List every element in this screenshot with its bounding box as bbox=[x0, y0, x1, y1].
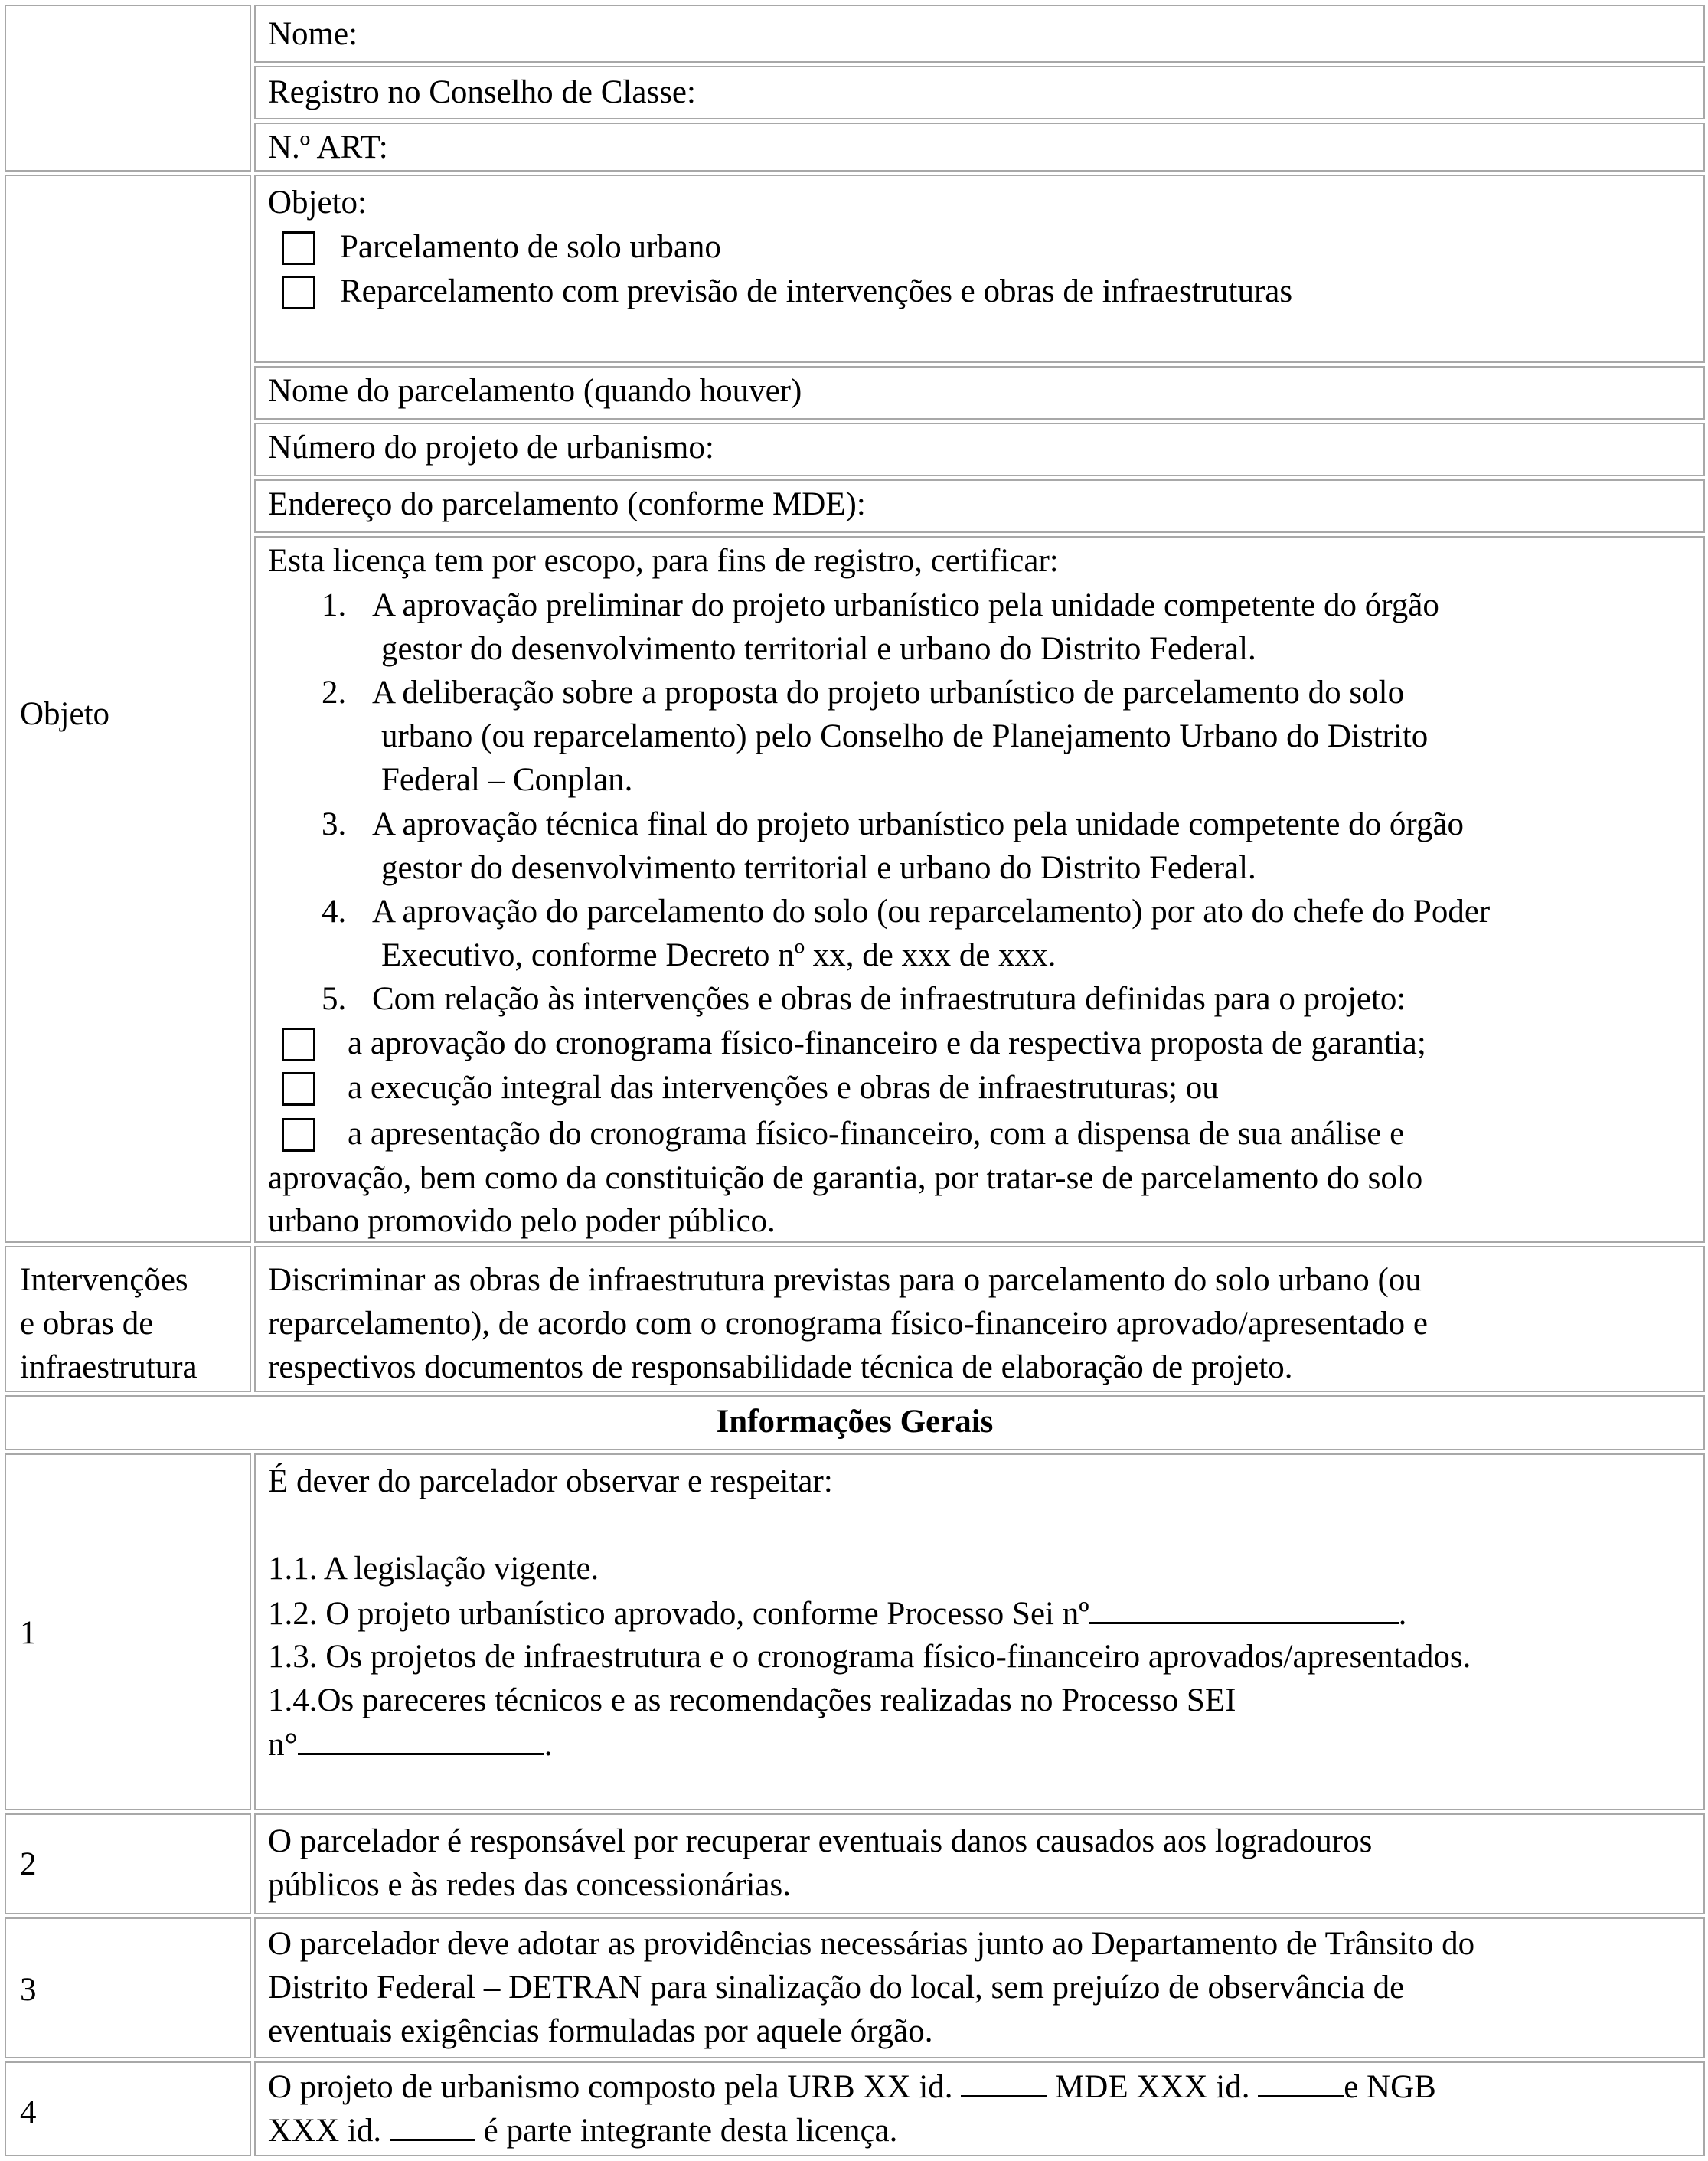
row-3-number-cell bbox=[5, 1917, 251, 2058]
check-1-label: a aprovação do cronograma físico-financeiro e da respectiva proposta de garantia; bbox=[348, 1025, 1426, 1061]
row-4-ngb-id-text: XXX id. bbox=[268, 2113, 382, 2149]
reparcelamento-checkbox[interactable] bbox=[282, 276, 315, 309]
objeto-left-cell bbox=[5, 175, 251, 1243]
item-2-number: 2. bbox=[322, 675, 347, 711]
item-3-number: 3. bbox=[322, 806, 347, 842]
row-1-item-5-text: n° bbox=[268, 1727, 298, 1763]
numero-projeto-label: Número do projeto de urbanismo: bbox=[268, 430, 714, 466]
row-1-item-2-line bbox=[268, 1591, 1406, 1636]
check-3-cont-2: urbano promovido pelo poder público. bbox=[268, 1203, 776, 1239]
reparcelamento-option-label: Reparcelamento com previsão de intervenções e obras de infraestruturas bbox=[340, 273, 1293, 309]
item-5-number: 5. bbox=[322, 981, 347, 1017]
item-3-line-2: gestor do desenvolvimento territorial e urbano do Distrito Federal. bbox=[381, 850, 1256, 886]
row-1-item-2-text: 1.2. O projeto urbanístico aprovado, conforme Processo Sei nº bbox=[268, 1596, 1089, 1632]
row-1-item-4: 1.4.Os pareceres técnicos e as recomendações realizadas no Processo SEI bbox=[268, 1682, 1236, 1718]
item-5-line-1: Com relação às intervenções e obras de infraestrutura definidas para o projeto: bbox=[372, 981, 1406, 1017]
item-1-line-1: A aprovação preliminar do projeto urbanístico pela unidade competente do órgão bbox=[372, 587, 1439, 623]
info-gerais-header-cell bbox=[5, 1395, 1705, 1450]
intervencoes-line-2: reparcelamento), de acordo com o cronograma físico-financeiro aprovado/apresentado e bbox=[268, 1306, 1429, 1342]
item-4-line-1: A aprovação do parcelamento do solo (ou reparcelamento) por ato do chefe do Poder bbox=[372, 894, 1491, 930]
row-4-mde-text: MDE XXX id. bbox=[1055, 2069, 1250, 2105]
intervencoes-cell bbox=[254, 1246, 1705, 1392]
row-4-line-2 bbox=[268, 2108, 897, 2153]
row-3-line-3: eventuais exigências formuladas por aquele órgão. bbox=[268, 2013, 933, 2049]
art-cell bbox=[254, 123, 1705, 172]
item-4-number: 4. bbox=[322, 894, 347, 930]
mde-id-blank[interactable] bbox=[1258, 2065, 1344, 2097]
registro-label: Registro no Conselho de Classe: bbox=[268, 74, 696, 110]
row-4-number: 4 bbox=[20, 2094, 37, 2130]
ngb-id-blank[interactable] bbox=[390, 2108, 475, 2141]
registro-cell bbox=[254, 66, 1705, 119]
row-1-number: 1 bbox=[20, 1615, 37, 1651]
item-2-line-1: A deliberação sobre a proposta do projeto urbanístico de parcelamento do solo bbox=[372, 675, 1405, 711]
objeto-type-cell bbox=[254, 175, 1705, 363]
row-1-item-3: 1.3. Os projetos de infraestrutura e o cronograma físico-financeiro aprovados/apresentados. bbox=[268, 1639, 1471, 1675]
row-3-number: 3 bbox=[20, 1972, 37, 2008]
row-1-content-cell bbox=[254, 1453, 1705, 1810]
row-4-urb-text: O projeto de urbanismo composto pela URB XX id. bbox=[268, 2069, 953, 2105]
intervencoes-left-line-2: e obras de bbox=[20, 1306, 154, 1342]
parcelamento-option-label: Parcelamento de solo urbano bbox=[340, 229, 721, 265]
row-1-item-1: 1.1. A legislação vigente. bbox=[268, 1551, 599, 1587]
processo-sei-2-blank[interactable] bbox=[298, 1722, 544, 1755]
row-2-content-cell bbox=[254, 1813, 1705, 1914]
endereco-cell bbox=[254, 479, 1705, 533]
item-2-line-2: urbano (ou reparcelamento) pelo Conselho de Planejamento Urbano do Distrito bbox=[381, 718, 1429, 754]
row-4-number-cell bbox=[5, 2061, 251, 2156]
row-1-item-5-line bbox=[268, 1722, 552, 1767]
row-4-content-cell bbox=[254, 2061, 1705, 2156]
row-1-item-2-end: . bbox=[1398, 1596, 1407, 1632]
row-2-line-2: públicos e às redes das concessionárias. bbox=[268, 1867, 792, 1903]
objeto-type-label: Objeto: bbox=[268, 185, 367, 221]
escopo-cell bbox=[254, 536, 1705, 1243]
row-3-content-cell bbox=[254, 1917, 1705, 2058]
check-2-label: a execução integral das intervenções e obras de infraestruturas; ou bbox=[348, 1070, 1219, 1106]
nome-parcelamento-cell bbox=[254, 366, 1705, 420]
execucao-integral-checkbox[interactable] bbox=[282, 1072, 315, 1106]
cronograma-apresentacao-checkbox[interactable] bbox=[282, 1118, 315, 1152]
escopo-intro: Esta licença tem por escopo, para fins de registro, certificar: bbox=[268, 543, 1059, 579]
top-left-empty-cell bbox=[5, 5, 251, 172]
row-1-number-cell bbox=[5, 1453, 251, 1810]
row-2-number: 2 bbox=[20, 1846, 37, 1882]
processo-sei-blank[interactable] bbox=[1089, 1591, 1399, 1624]
art-label: N.º ART: bbox=[268, 129, 388, 165]
objeto-left-label: Objeto bbox=[20, 696, 110, 732]
info-gerais-title: Informações Gerais bbox=[716, 1404, 994, 1440]
intervencoes-line-1: Discriminar as obras de infraestrutura previstas para o parcelamento do solo urbano (ou bbox=[268, 1262, 1422, 1298]
row-2-number-cell bbox=[5, 1813, 251, 1914]
item-1-number: 1. bbox=[322, 587, 347, 623]
row-4-ngb-text: e NGB bbox=[1344, 2069, 1436, 2105]
item-4-line-2: Executivo, conforme Decreto nº xx, de xxx de xxx. bbox=[381, 937, 1056, 973]
cronograma-aprovacao-checkbox[interactable] bbox=[282, 1028, 315, 1061]
intervencoes-line-3: respectivos documentos de responsabilidade técnica de elaboração de projeto. bbox=[268, 1349, 1293, 1385]
intervencoes-left-line-3: infraestrutura bbox=[20, 1349, 198, 1385]
intervencoes-left-line-1: Intervenções bbox=[20, 1262, 188, 1298]
nome-label: Nome: bbox=[268, 16, 358, 52]
row-3-line-1: O parcelador deve adotar as providências necessárias junto ao Departamento de Trânsito do bbox=[268, 1926, 1475, 1962]
numero-projeto-cell bbox=[254, 423, 1705, 476]
urb-id-blank[interactable] bbox=[961, 2065, 1047, 2097]
item-2-line-3: Federal – Conplan. bbox=[381, 762, 633, 798]
intervencoes-left-cell bbox=[5, 1246, 251, 1392]
item-3-line-1: A aprovação técnica final do projeto urbanístico pela unidade competente do órgão bbox=[372, 806, 1465, 842]
row-1-item-5-end: . bbox=[544, 1727, 553, 1763]
nome-cell bbox=[254, 5, 1705, 63]
nome-parcelamento-label: Nome do parcelamento (quando houver) bbox=[268, 373, 802, 409]
endereco-label: Endereço do parcelamento (conforme MDE): bbox=[268, 486, 866, 522]
item-1-line-2: gestor do desenvolvimento territorial e urbano do Distrito Federal. bbox=[381, 631, 1256, 667]
check-3-label: a apresentação do cronograma físico-financeiro, com a dispensa de sua análise e bbox=[348, 1116, 1405, 1152]
row-4-end-text: é parte integrante desta licença. bbox=[483, 2113, 898, 2149]
row-1-intro: É dever do parcelador observar e respeitar: bbox=[268, 1463, 833, 1499]
row-2-line-1: O parcelador é responsável por recuperar eventuais danos causados aos logradouros bbox=[268, 1823, 1373, 1859]
check-3-cont-1: aprovação, bem como da constituição de garantia, por tratar-se de parcelamento do solo bbox=[268, 1160, 1423, 1196]
parcelamento-checkbox[interactable] bbox=[282, 231, 315, 265]
row-4-line-1 bbox=[268, 2065, 1436, 2110]
row-3-line-2: Distrito Federal – DETRAN para sinalização do local, sem prejuízo de observância de bbox=[268, 1970, 1405, 2006]
